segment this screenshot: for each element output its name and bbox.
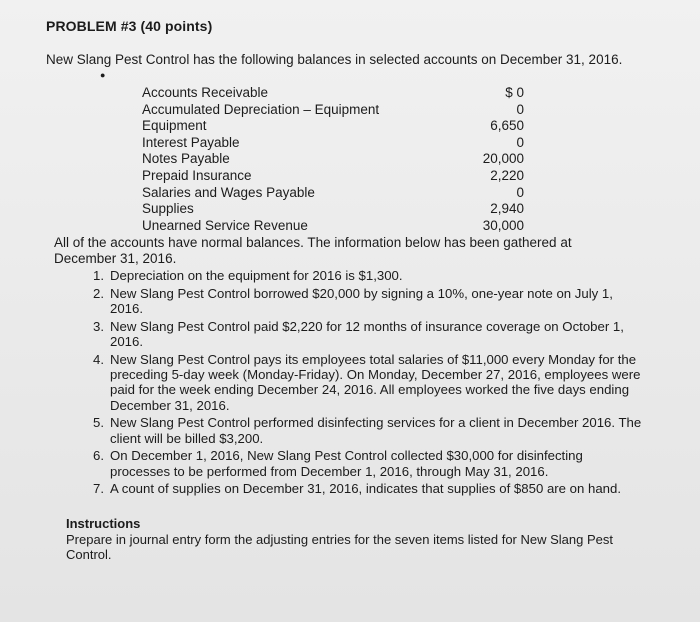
- account-name: Unearned Service Revenue: [142, 217, 308, 233]
- account-name: Notes Payable: [142, 151, 230, 167]
- item-text: Depreciation on the equipment for 2016 is $1,300.: [110, 268, 403, 283]
- item-number: 4.: [93, 351, 104, 367]
- account-value: 20,000: [482, 151, 524, 167]
- account-row: [142, 201, 524, 218]
- item-text: New Slang Pest Control pays its employees total salaries of $11,000 every Monday for the preceding 5-day week (Monday-Friday). On Monday, December 27, 2016, employees were paid for the week ending December 24, 2016. All employees worked the five days ending December 31, 2016.: [110, 351, 641, 413]
- list-item: [80, 286, 645, 317]
- account-value: 2,220: [490, 167, 524, 183]
- account-value: 2,940: [490, 201, 524, 217]
- problem-title: PROBLEM #3 (40 points): [46, 18, 213, 34]
- list-item: [80, 481, 645, 496]
- list-item: [80, 268, 645, 283]
- account-row: [142, 168, 524, 185]
- account-row: [142, 85, 524, 102]
- account-value: $ 0: [505, 85, 524, 100]
- item-number: 3.: [93, 318, 104, 334]
- item-number: 6.: [93, 448, 104, 464]
- intro-text: New Slang Pest Control has the following balances in selected accounts on December 31, 2016.: [46, 52, 623, 67]
- item-number: 2.: [93, 285, 104, 301]
- item-number: 5.: [93, 415, 104, 431]
- account-row: [142, 135, 524, 152]
- list-item: [80, 448, 645, 479]
- normal-balances-text: All of the accounts have normal balances. The information below has been gathered at December 31, 2016.: [54, 235, 572, 266]
- account-name: Accounts Receivable: [142, 85, 269, 100]
- account-value: 6,650: [490, 118, 524, 134]
- account-name: Interest Payable: [142, 134, 240, 150]
- item-text: A count of supplies on December 31, 2016, indicates that supplies of $850 are on hand.: [110, 481, 621, 497]
- account-name: Accumulated Depreciation – Equipment: [142, 101, 380, 117]
- account-row: [142, 218, 524, 235]
- bullet-mark: ●: [100, 70, 106, 80]
- account-row: [142, 118, 524, 135]
- account-value: 0: [516, 184, 524, 200]
- list-item: [80, 319, 645, 350]
- item-text: New Slang Pest Control performed disinfecting services for a client in December 2016. The client will be billed $3,200.: [110, 415, 642, 446]
- account-value: 0: [516, 101, 524, 117]
- adjustment-items-list: [80, 268, 645, 499]
- item-text: On December 1, 2016, New Slang Pest Control collected $30,000 for disinfecting processes to be performed from December 1, 2016, through May 31, 2016.: [110, 448, 583, 479]
- account-balances-list: [142, 85, 524, 234]
- account-row: [142, 102, 524, 119]
- instructions-heading: Instructions: [66, 516, 141, 531]
- account-value: 30,000: [482, 217, 524, 233]
- account-row: [142, 185, 524, 202]
- account-name: Salaries and Wages Payable: [142, 184, 315, 200]
- list-item: [80, 352, 645, 414]
- account-name: Prepaid Insurance: [142, 167, 252, 183]
- item-text: New Slang Pest Control paid $2,220 for 12 months of insurance coverage on October 1, 2016.: [110, 318, 624, 349]
- account-value: 0: [516, 134, 524, 150]
- item-text: New Slang Pest Control borrowed $20,000 by signing a 10%, one-year note on July 1, 2016.: [110, 285, 613, 316]
- item-number: 1.: [93, 268, 104, 283]
- account-name: Supplies: [142, 201, 194, 217]
- list-item: [80, 415, 645, 446]
- account-name: Equipment: [142, 118, 207, 134]
- instructions-text: Prepare in journal entry form the adjusting entries for the seven items listed for New Slang Pest Control.: [66, 532, 613, 562]
- item-number: 7.: [93, 481, 104, 497]
- account-row: [142, 151, 524, 168]
